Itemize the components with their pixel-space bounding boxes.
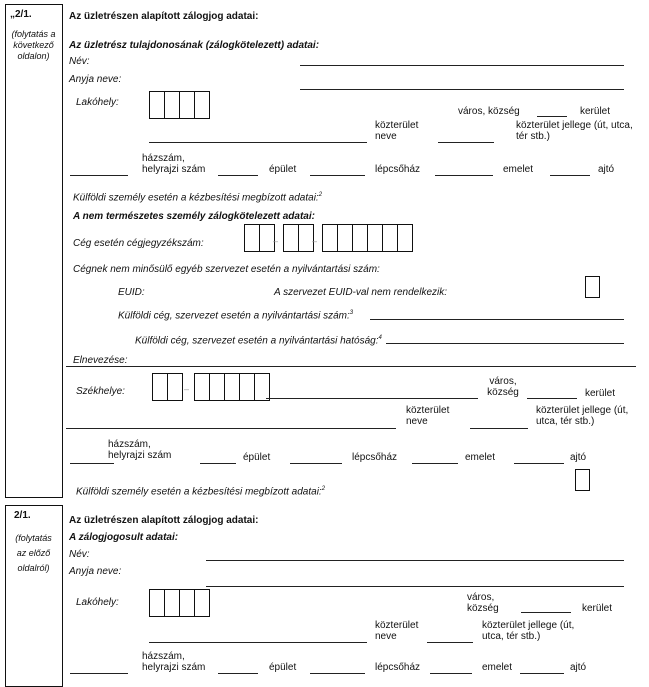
district-field[interactable] [537,116,567,117]
pledgee-house-no-field[interactable] [70,673,128,674]
continuation-note-2: (folytatás az előző oldalról) [15,533,52,573]
seat-city-label: város, község [487,376,519,398]
street-name-field[interactable] [438,142,494,143]
seat-stairs-field[interactable] [290,463,342,464]
mother-name-label: Anyja neve: [69,74,122,85]
seat-postal-boxes-1[interactable] [152,373,183,401]
seat-door-label: ajtó [570,452,587,463]
pledgee-stairs-field[interactable] [310,673,365,674]
pledgee-building-label: épület [269,662,297,673]
pledgee-name-field[interactable] [206,560,624,561]
door-label: ajtó [598,164,615,175]
pledgee-city-field[interactable] [149,642,367,643]
euid-label: EUID: [118,287,145,298]
pledgee-postal-boxes[interactable] [149,589,210,617]
pledgee-city-label: város, község [467,592,499,614]
pledgee-district-label: kerület [582,603,613,614]
pledgee-stairs-label: lépcsőház [375,662,421,673]
street-type-label: közterület jellege (út, utca, tér stb.) [516,120,633,142]
house-no-field[interactable] [70,175,128,176]
residence-label: Lakóhely: [76,97,119,108]
foreign-authority-field[interactable] [386,343,624,344]
foreign-agent-label: Külföldi személy esetén a kézbesítési megbízott adatai:$^2$ [73,192,323,204]
pledgee-mother-label: Anyja neve: [69,566,122,577]
section-number-2: 2/1. [14,510,31,521]
legal-entity-heading: A nem természetes személy zálogkötelezett adatai: [73,211,315,222]
street-name-label: közterület neve [375,120,419,142]
seat-foreign-agent-checkbox[interactable] [575,469,590,491]
company-reg-boxes-2[interactable] [283,224,314,252]
owner-heading: Az üzletrész tulajdonosának (zálogkötelezett) adatai: [69,40,320,51]
seat-postal-boxes-2[interactable] [194,373,270,401]
name-field[interactable] [300,65,624,66]
org-name-label: Elnevezése: [73,355,128,366]
seat-district-field[interactable] [527,398,577,399]
pledgee-street-type-label: közterület jellege (út, utca, tér stb.) [482,620,575,642]
pledgee-heading: A zálogjogosult adatai: [69,532,179,543]
seat-foreign-agent-label: Külföldi személy esetén a kézbesítési megbízott adatai:$^2$ [76,486,326,498]
stairs-label: lépcsőház [375,164,421,175]
pledgee-floor-field[interactable] [430,673,472,674]
floor-field[interactable] [435,175,493,176]
org-name-field[interactable] [66,366,636,367]
seat-street-type-label: közterület jellege (út, utca, tér stb.) [536,405,629,427]
other-org-label: Cégnek nem minősülő egyéb szervezet esetén a nyilvántartási szám: [73,264,380,275]
district-label: kerület [580,106,611,117]
city-field[interactable] [149,142,367,143]
foreign-reg-no-label: Külföldi cég, szervezet esetén a nyilvántartási szám:$^3$ [118,310,354,322]
name-label: Név: [69,56,90,67]
pledgee-mother-field[interactable] [206,586,624,587]
seat-house-no-label: házszám, helyrajzi szám [108,439,172,461]
pledgee-door-field[interactable] [520,673,564,674]
seat-stairs-label: lépcsőház [352,452,398,463]
foreign-reg-no-field[interactable] [370,319,624,320]
seat-building-field[interactable] [200,463,236,464]
floor-label: emelet [503,164,534,175]
pledgee-street-name-label: közterület neve [375,620,419,642]
door-field[interactable] [550,175,590,176]
building-label: épület [269,164,297,175]
no-euid-checkbox[interactable] [585,276,600,298]
section-title: Az üzletrészen alapított zálogjog adatai: [69,11,259,22]
stairs-field[interactable] [310,175,365,176]
section-title-2: Az üzletrészen alapított zálogjog adatai: [69,515,259,526]
section-number: „2/1. [10,9,32,20]
foreign-authority-label: Külföldi cég, szervezet esetén a nyilvántartási hatóság:$^4$ [135,335,382,347]
company-reg-label: Cég esetén cégjegyzékszám: [73,238,204,249]
pledgee-building-field[interactable] [218,673,258,674]
company-reg-boxes-3[interactable] [322,224,413,252]
pledgee-name-label: Név: [69,549,90,560]
seat-floor-field[interactable] [412,463,458,464]
seat-street-name-label: közterület neve [406,405,450,427]
pledgee-floor-label: emelet [482,662,513,673]
seat-house-no-field[interactable] [70,463,114,464]
pledgee-district-field[interactable] [521,612,571,613]
company-reg-boxes-1[interactable] [244,224,275,252]
seat-floor-label: emelet [465,452,496,463]
continuation-note: (folytatás a következő oldalon) [11,29,56,61]
no-euid-label: A szervezet EUID-val nem rendelkezik: [274,287,448,298]
city-label: város, község [458,106,520,117]
pledgee-house-no-label: házszám, helyrajzi szám [142,651,206,673]
seat-street-name-field[interactable] [470,428,528,429]
pledgee-street-name-field[interactable] [427,642,473,643]
pledgee-residence-label: Lakóhely: [76,597,119,608]
section-number-cell [5,4,63,498]
seat-city-field[interactable] [266,398,478,399]
seat-street-field[interactable] [66,428,396,429]
seat-door-field[interactable] [514,463,564,464]
pledgee-door-label: ajtó [570,662,587,673]
house-no-label: házszám, helyrajzi szám [142,153,206,175]
building-field[interactable] [218,175,258,176]
seat-building-label: épület [243,452,271,463]
postal-code-boxes[interactable] [149,91,210,119]
mother-name-field[interactable] [300,89,624,90]
seat-district-label: kerület [585,388,616,399]
seat-label: Székhelye: [76,386,125,397]
